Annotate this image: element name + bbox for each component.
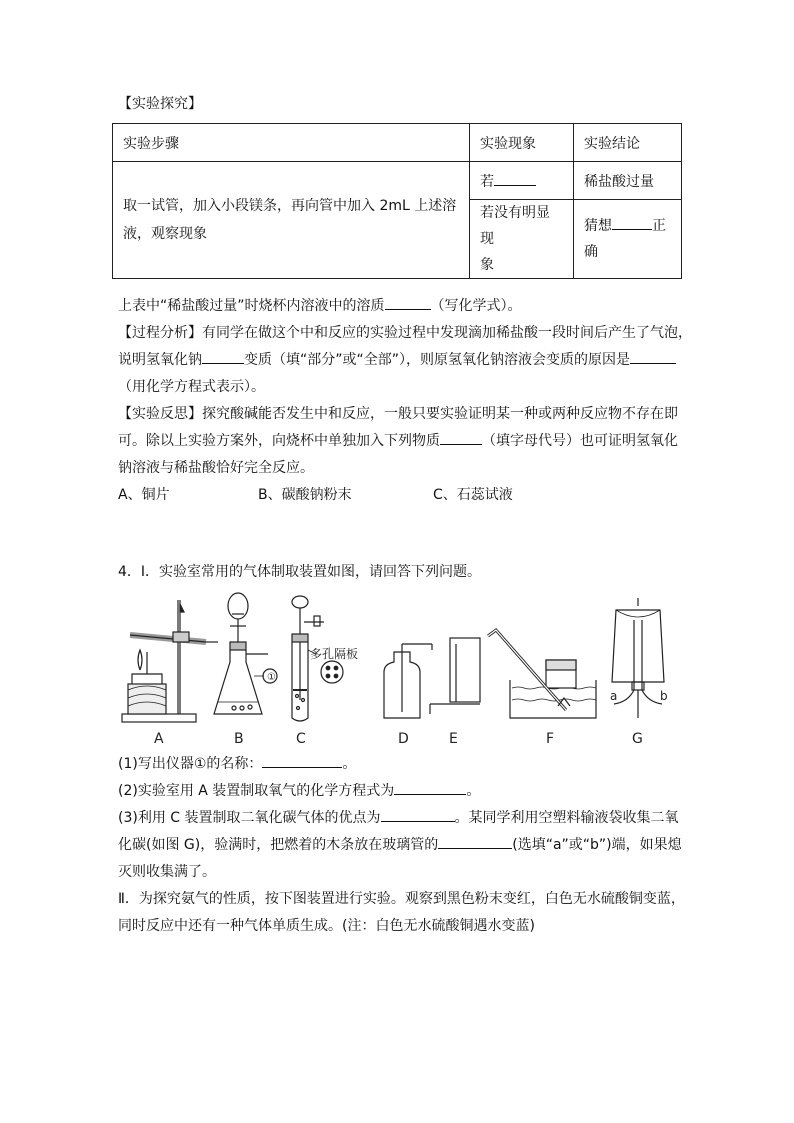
sub1-text-b: 的名称：	[206, 756, 263, 772]
question-solute-text: 上表中“稀盐酸过量”时烧杯内溶液中的溶质	[118, 298, 385, 314]
conclusion-2-line-2: 确	[584, 244, 598, 260]
sub1-circle-num: ①	[193, 756, 207, 772]
answer-blank[interactable]	[381, 807, 455, 822]
sub3-line3: 灭则收集满了。	[118, 864, 216, 880]
label-porous-plate: 多孔隔板	[310, 647, 359, 661]
label-port-b: b	[660, 689, 668, 703]
phenomenon-1-text: 若	[480, 173, 494, 190]
sub1-text-a: (1)写出仪器	[118, 756, 194, 772]
sub1-text-c: 。	[342, 756, 357, 772]
apparatus-b	[214, 593, 277, 714]
answer-blank[interactable]	[440, 430, 482, 445]
option-b: B、碳酸钠粉末	[258, 487, 352, 503]
apparatus-d	[384, 644, 432, 718]
label-a: A	[154, 731, 164, 747]
conclusion-cell-1: 稀盐酸过量	[574, 162, 682, 200]
part2-line-1: Ⅱ．为探究氨气的性质，按下图装置进行实验。观察到黑色粉末变红，白色无水硫酸铜变蓝，	[118, 891, 685, 907]
process-line-3: （用化学方程式表示）。	[118, 379, 265, 395]
apparatus-a	[122, 600, 218, 722]
apparatus-c	[292, 596, 358, 721]
phenomenon-2-line-2: 象	[480, 257, 494, 273]
answer-blank[interactable]	[630, 349, 676, 364]
sub2-text-a: (2)实验室用 A 装置制取氧气的化学方程式为	[118, 783, 395, 799]
question-solute-hint: （写化学式）。	[430, 298, 522, 314]
sub2-text-b: 。	[466, 783, 481, 799]
sub-question-1	[118, 751, 680, 778]
experiment-table	[112, 123, 682, 279]
answer-blank[interactable]	[385, 295, 431, 310]
answer-blank[interactable]	[202, 349, 244, 364]
conclusion-cell-2	[574, 200, 682, 279]
label-g: G	[632, 731, 643, 747]
options-row	[118, 482, 680, 509]
answer-blank[interactable]	[394, 780, 466, 795]
sub-question-2	[118, 778, 680, 805]
question-solute	[118, 293, 680, 320]
experiment-reflection	[118, 401, 680, 482]
option-a: A、铜片	[118, 487, 170, 503]
part-two	[118, 886, 685, 940]
apparatus-drawing	[118, 590, 680, 750]
process-line-2a: 说明氢氧化钠	[118, 352, 202, 368]
question-4-intro: 4．I．实验室常用的气体制取装置如图，请回答下列问题。	[118, 564, 482, 580]
phenomenon-2-line-1: 若没有明显现	[480, 205, 550, 247]
step-line-1: 取一试管，加入小段镁条，再向管中加入 2mL 上述溶	[123, 198, 457, 214]
sub3-line2a: 化碳(如图 G)，验满时，把燃着的木条放在玻璃管的	[118, 837, 439, 853]
section-heading: 【实验探究】	[118, 96, 202, 112]
apparatus-figure	[118, 590, 680, 750]
conclusion-2-b: 正	[652, 218, 666, 234]
label-port-a: a	[610, 689, 618, 703]
reflect-line-1: 【实验反思】探究酸碱能否发生中和反应，一般只要实验证明某一种或两种反应物不存在即	[118, 406, 678, 422]
label-circle-one: ①	[267, 672, 276, 683]
answer-blank[interactable]	[494, 171, 536, 186]
table-header-phenomenon: 实验现象	[470, 124, 574, 162]
option-c: C、石蕊试液	[433, 487, 513, 503]
sub-question-3	[118, 805, 680, 886]
answer-blank[interactable]	[262, 753, 342, 768]
label-b: B	[234, 731, 244, 747]
sub3-line1a: (3)利用 C 装置制取二氧化碳气体的优点为	[118, 810, 381, 826]
apparatus-f	[488, 630, 596, 718]
answer-blank[interactable]	[438, 834, 512, 849]
table-header-conclusion: 实验结论	[574, 124, 682, 162]
apparatus-g	[610, 598, 668, 718]
label-f: F	[546, 731, 555, 747]
sub3-line1b: 。某同学利用空塑料输液袋收集二氧	[454, 810, 679, 826]
process-line-2b: 变质（填“部分”或“全部”），则原氢氧化钠溶液会变质的原因是	[244, 352, 631, 368]
part2-line-2: 同时反应中还有一种气体单质生成。(注：白色无水硫酸铜遇水变蓝)	[118, 918, 535, 934]
reflect-line-2b: （填字母代号）也可证明氢氧化	[482, 433, 678, 449]
label-d: D	[398, 731, 409, 747]
phenomenon-cell-1	[470, 162, 574, 200]
reflect-line-3: 钠溶液与稀盐酸恰好完全反应。	[118, 460, 314, 476]
conclusion-2-a: 猜想	[584, 218, 612, 234]
apparatus-e	[430, 638, 480, 714]
reflect-line-2a: 可。除以上实验方案外，向烧杯中单独加入下列物质	[118, 433, 440, 449]
label-c: C	[296, 731, 306, 747]
phenomenon-cell-2	[470, 200, 574, 279]
process-line-1: 【过程分析】有同学在做这个中和反应的实验过程中发现滴加稀盐酸一段时间后产生了气泡，	[118, 325, 692, 341]
answer-blank[interactable]	[612, 215, 652, 230]
table-step-cell	[113, 162, 470, 279]
process-analysis	[118, 320, 692, 401]
step-line-2: 液，观察现象	[123, 226, 207, 242]
label-e: E	[449, 731, 458, 747]
table-header-steps: 实验步骤	[113, 124, 470, 162]
sub3-line2b: (选填“a”或“b”)端，如果熄	[512, 837, 682, 853]
